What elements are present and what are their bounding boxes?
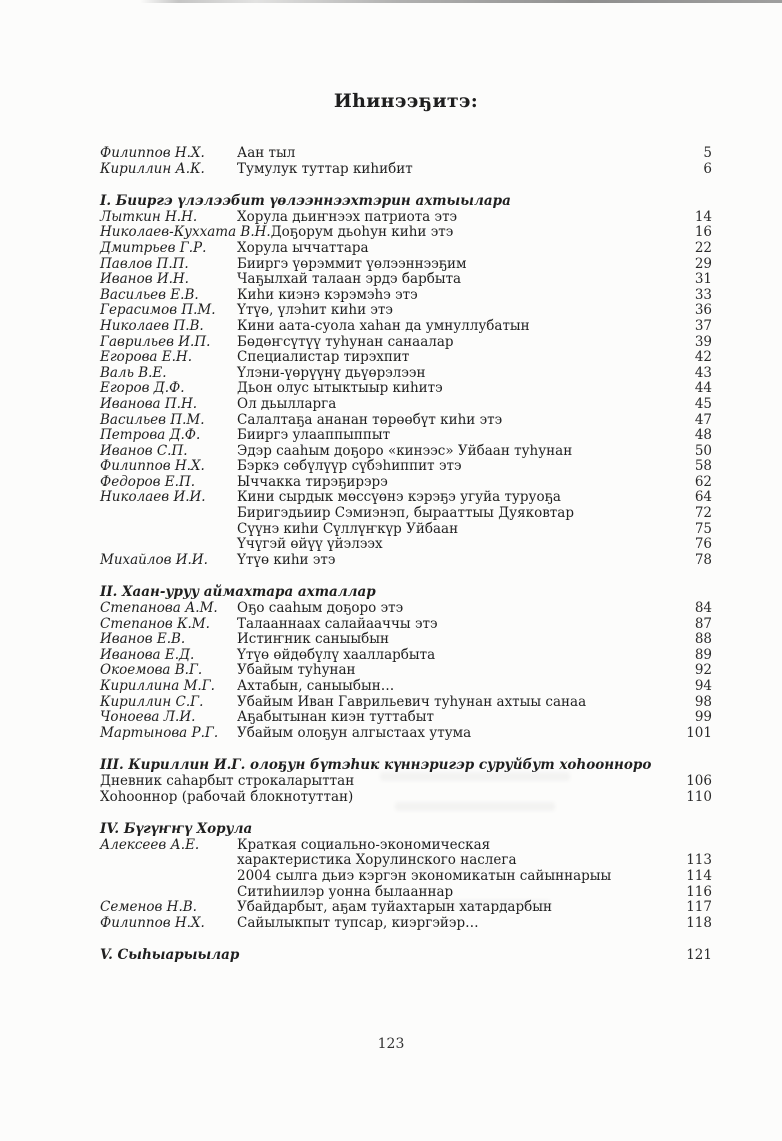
- entry-author: Егоров Д.Ф.: [100, 380, 185, 397]
- entry-author: Филиппов Н.Х.: [100, 145, 205, 161]
- entry-title: Салалтаҕа ананан төрөөбүт киһи этэ: [237, 411, 503, 428]
- entry-title: Убайдарбыт, аҕам туйахтарын хатардарбын: [237, 899, 552, 916]
- entry-title: Убайым туһунан: [237, 662, 356, 679]
- toc-entry: [100, 695, 712, 711]
- entry-author: Семенов Н.В.: [100, 899, 197, 916]
- entry-author: Кириллин А.К.: [100, 160, 205, 177]
- toc-entry: [100, 617, 712, 633]
- entry-page: 118: [686, 914, 712, 931]
- page-title: Иһинээҕитэ:: [333, 90, 479, 112]
- toc-entry: [100, 381, 712, 397]
- toc-entry: [100, 413, 712, 429]
- toc-section: [100, 822, 712, 931]
- toc-section: [100, 758, 712, 805]
- entry-page: 117: [686, 899, 712, 916]
- entry-title: Краткая социально-экономическая: [237, 836, 491, 853]
- toc-entry: [100, 210, 712, 226]
- entry-title: характеристика Хорулинского наслега: [237, 852, 517, 869]
- entry-page: 113: [686, 852, 712, 869]
- entry-title: Киһи киэнэ кэрэмэһэ этэ: [237, 286, 418, 303]
- section-heading-text: III. Кириллин И.Г. олоҕун бүтэһик күннэригэр суруйбут хоһоонноро: [100, 757, 652, 774]
- bleedthrough-smudge: [300, 862, 510, 871]
- section-heading-text: II. Хаан-уруу аймахтара ахталлар: [100, 584, 376, 601]
- entry-title: Ыччакка тирэҕирэрэ: [237, 473, 388, 490]
- entry-title: Кини аата-суола хаһан да умнуллубатын: [237, 317, 530, 334]
- entry-author: Иванов С.П.: [100, 442, 188, 459]
- entry-title: Бииргэ улааппыппыт: [237, 427, 391, 444]
- toc-entry: [100, 272, 712, 288]
- toc-entry: [100, 225, 712, 241]
- toc-entry: [100, 350, 712, 366]
- entry-page: 47: [694, 411, 712, 428]
- entry-page: 94: [694, 678, 712, 694]
- entry-page: 43: [694, 364, 712, 381]
- entry-page: 106: [686, 772, 712, 789]
- section-heading-page: [678, 758, 712, 774]
- entry-page: 31: [694, 271, 712, 288]
- entry-page: 45: [694, 395, 712, 412]
- entry-page: 29: [694, 255, 712, 272]
- entry-page: 89: [694, 646, 712, 663]
- toc-entry: [100, 490, 712, 506]
- toc-entry: [100, 601, 712, 617]
- toc-entry: [100, 900, 712, 916]
- entry-author: Окоемова В.Г.: [100, 662, 203, 679]
- toc-entry: [100, 663, 712, 679]
- entry-title: Дневник саһарбыт строкаларыттан: [100, 772, 355, 789]
- toc-entry: [100, 257, 712, 273]
- toc-entry: [100, 366, 712, 382]
- entry-author: Петрова Д.Ф.: [100, 427, 201, 444]
- entry-page: [678, 838, 712, 854]
- entry-author: Васильев П.М.: [100, 411, 205, 428]
- entry-page: 92: [694, 662, 712, 679]
- entry-title: Үчүгэй өйүү үйэлээх: [237, 536, 383, 553]
- entry-author: Васильев Е.В.: [100, 286, 199, 303]
- entry-title: Үлэни-үөрүүнү дьүөрэлээн: [237, 364, 426, 381]
- entry-author: Степанова А.М.: [100, 600, 218, 617]
- entry-page: 44: [694, 380, 712, 397]
- entry-author: Мартынова Р.Г.: [100, 724, 219, 741]
- entry-page: 114: [686, 867, 712, 884]
- toc-section: [100, 146, 712, 177]
- entry-title: Хорула дьиҥнээх патриота этэ: [237, 208, 458, 225]
- entry-page: 75: [694, 520, 712, 537]
- toc-entry: [100, 522, 712, 538]
- toc-section: [100, 194, 712, 568]
- entry-title: Хоһооннор (рабочай блокнотуттан): [100, 788, 354, 805]
- entry-title: Ситиһиилэр уонна былааннар: [237, 883, 454, 900]
- entry-author: Егорова Е.Н.: [100, 349, 192, 366]
- bleedthrough-smudge: [430, 900, 550, 908]
- entry-title: Үтүө өйдөбүлү хаалларбыта: [237, 646, 436, 663]
- entry-author: Гаврильев И.П.: [100, 333, 211, 350]
- toc-entry: [100, 679, 712, 695]
- section-heading-page: 121: [686, 947, 712, 964]
- entry-author: Алексеев А.Е.: [100, 836, 200, 853]
- entry-author: Степанов К.М.: [100, 615, 210, 632]
- toc-entry: [100, 444, 712, 460]
- table-of-contents: [100, 146, 712, 964]
- entry-author: Кириллин С.Г.: [100, 693, 204, 710]
- toc-entry: [100, 428, 712, 444]
- toc-entry: [100, 869, 712, 885]
- toc-entry: [100, 726, 712, 742]
- toc-entry: [100, 916, 712, 932]
- entry-author: Иванова Е.Д.: [100, 646, 195, 663]
- entry-author: Дмитрьев Г.Р.: [100, 239, 207, 256]
- entry-title: Ахтабын, саныыбын…: [237, 678, 395, 694]
- entry-author: Иванов Е.В.: [100, 631, 186, 648]
- entry-page: 101: [686, 724, 712, 741]
- entry-author: Николаев П.В.: [100, 317, 204, 334]
- entry-page: 76: [694, 536, 712, 553]
- entry-author: [100, 522, 237, 538]
- entry-title: Тумулук туттар киһибит: [237, 160, 413, 177]
- entry-title: Бөдөҥсүтүү туһунан санаалар: [237, 333, 454, 350]
- entry-title: Чаҕылхай талаан эрдэ барбыта: [237, 271, 462, 288]
- toc-entry: [100, 537, 712, 553]
- scan-edge-artifact: [140, 0, 782, 3]
- entry-title: Аҕабытынан киэн туттабыт: [237, 709, 435, 726]
- entry-author: Филиппов Н.Х.: [100, 458, 205, 475]
- entry-title: Истиҥник саныыбын: [237, 631, 389, 648]
- entry-page: 78: [694, 551, 712, 568]
- entry-title: Эдэр сааһым доҕоро «кинээс» Уйбаан туһунан: [237, 442, 573, 459]
- toc-entry: [100, 146, 712, 162]
- entry-title: Доҕорум дьоһун киһи этэ: [270, 224, 454, 241]
- entry-page: 116: [686, 883, 712, 900]
- toc-entry: [100, 303, 712, 319]
- toc-entry: [100, 335, 712, 351]
- section-heading-page: [678, 585, 712, 601]
- section-heading: [100, 948, 712, 964]
- section-heading-page: [678, 822, 712, 838]
- entry-title: Үтүө, үлэһит киһи этэ: [237, 302, 393, 319]
- toc-entry: [100, 632, 712, 648]
- section-heading-text: V. Сыһыарыылар: [100, 947, 240, 964]
- toc-entry: [100, 475, 712, 491]
- entry-title: Оҕо сааһым доҕоро этэ: [237, 600, 404, 617]
- entry-page: 88: [694, 631, 712, 648]
- entry-author: Лыткин Н.Н.: [100, 208, 198, 225]
- entry-title: 2004 сылга дьиэ кэргэн экономикатын сайыннарыы: [237, 867, 612, 884]
- section-heading: [100, 822, 712, 838]
- entry-page: 110: [686, 788, 712, 805]
- toc-entry: [100, 319, 712, 335]
- entry-page: 36: [694, 302, 712, 319]
- section-heading-page: [678, 194, 712, 210]
- entry-title: Убайым олоҕун алгыстаах утума: [237, 724, 472, 741]
- entry-title: Сайылыкпыт тупсар, киэргэйэр…: [237, 914, 479, 931]
- entry-author: [100, 869, 237, 885]
- entry-author: Кириллина М.Г.: [100, 678, 215, 694]
- entry-title: Үтүө киһи этэ: [237, 551, 336, 568]
- toc-entry: [100, 648, 712, 664]
- entry-author: [100, 853, 237, 869]
- entry-page: 58: [694, 458, 712, 475]
- toc-entry: [100, 553, 712, 569]
- entry-page: 98: [694, 693, 712, 710]
- entry-author: Павлов П.П.: [100, 255, 189, 272]
- entry-title: Аан тыл: [237, 145, 296, 161]
- section-heading: [100, 194, 712, 210]
- section-heading-text: I. Бииргэ үлэлээбит үөлээннээхтэрин ахтыылара: [100, 193, 511, 210]
- toc-section: [100, 585, 712, 741]
- toc-entry: [100, 241, 712, 257]
- entry-page: 42: [694, 349, 712, 366]
- toc-entry: [100, 506, 712, 522]
- entry-author: Михайлов И.И.: [100, 551, 208, 568]
- entry-page: 99: [694, 709, 712, 726]
- entry-author: Иванов И.Н.: [100, 271, 189, 288]
- entry-page: 22: [694, 239, 712, 256]
- entry-author: Филиппов Н.Х.: [100, 914, 205, 931]
- toc-section: [100, 948, 712, 964]
- entry-title: Талааннаах салайааччы этэ: [237, 615, 438, 632]
- entry-author: Чоноева Л.И.: [100, 709, 196, 726]
- entry-page: 62: [694, 473, 712, 490]
- entry-page: 50: [694, 442, 712, 459]
- entry-author: Федоров Е.П.: [100, 473, 196, 490]
- entry-page: 33: [694, 286, 712, 303]
- entry-title: Бэркэ сөбүлүүр сүбэһиппит этэ: [237, 458, 462, 475]
- entry-page: 6: [703, 160, 712, 177]
- entry-title: Дьон олус ытыктыыр киһитэ: [237, 380, 443, 397]
- section-heading: [100, 585, 712, 601]
- toc-entry: [100, 288, 712, 304]
- toc-entry: [100, 838, 712, 854]
- entry-page: 14: [694, 208, 712, 225]
- toc-entry: [100, 162, 712, 178]
- entry-page: 87: [694, 615, 712, 632]
- entry-author: Валь В.Е.: [100, 364, 167, 381]
- entry-author: Герасимов П.М.: [100, 302, 216, 319]
- entry-title: Специалистар тирэхпит: [237, 349, 410, 366]
- entry-title: Бииргэ үөрэммит үөлээннээҕим: [237, 255, 467, 272]
- entry-title: Ол дьылларга: [237, 395, 337, 412]
- entry-author: Николаев И.И.: [100, 489, 206, 506]
- entry-title: Убайым Иван Гаврильевич туһунан ахтыы санаа: [237, 693, 587, 710]
- entry-page: 72: [694, 505, 712, 522]
- entry-page: 5: [703, 145, 712, 161]
- entry-title: Кини сырдык мөссүөнэ кэрэҕэ угуйа туруоҕа: [237, 489, 561, 506]
- entry-page: 64: [694, 489, 712, 506]
- bleedthrough-smudge: [380, 772, 570, 781]
- bleedthrough-smudge: [395, 802, 555, 811]
- entry-title: Биригэдьиир Сэмиэнэп, бырааттыы Дуяковтар: [237, 505, 574, 522]
- entry-title: Хорула ыччаттара: [237, 239, 369, 256]
- entry-page: 39: [694, 333, 712, 350]
- entry-page: 37: [694, 317, 712, 334]
- section-heading-text: IV. Бүгүҥҥү Хорула: [100, 821, 253, 838]
- toc-entry: [100, 397, 712, 413]
- toc-entry: [100, 885, 712, 901]
- entry-author: Николаев-Куххата В.Н.: [100, 224, 271, 241]
- page-number: 123: [377, 1036, 405, 1052]
- entry-author: Иванова П.Н.: [100, 395, 198, 412]
- entry-author: [100, 506, 237, 522]
- entry-page: 16: [694, 224, 712, 241]
- entry-title: Сүүнэ киһи Сүллүҥкүр Уйбаан: [237, 520, 459, 537]
- toc-entry: [100, 710, 712, 726]
- entry-page: 48: [694, 427, 712, 444]
- toc-entry: [100, 459, 712, 475]
- entry-page: 84: [694, 600, 712, 617]
- entry-author: [100, 537, 237, 553]
- entry-author: [100, 885, 237, 901]
